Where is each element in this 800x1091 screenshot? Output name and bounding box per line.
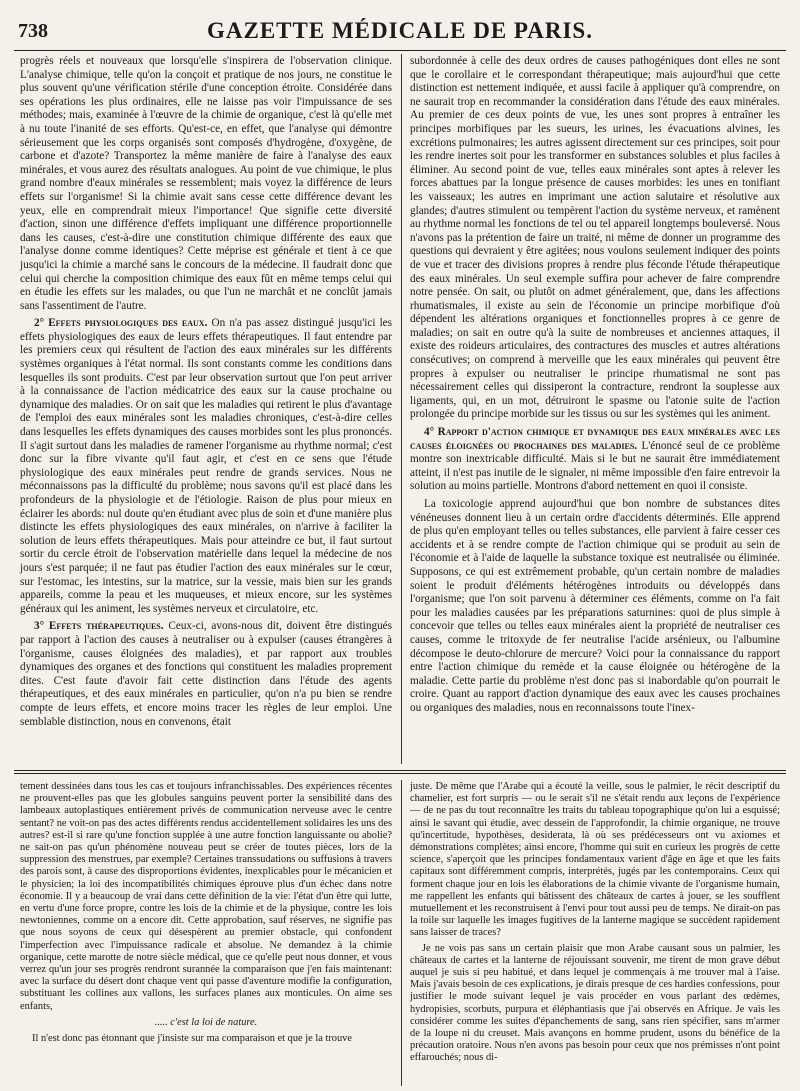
section-heading: 3° Effets thérapeutiques. <box>34 620 164 633</box>
paragraph: progrès réels et nouveaux que lorsqu'elle s'inspirera de l'observation clinique. L'analyse chimique, telle qu'on la conçoit et pratique de nos jours, ne constitue le plus souvent qu'une vérification stérile d'une conception étroite. Considérée dans ses opérations les plus ordinaires, elle ne laisse pas voir l'impuissance de ses méthodes; mais, examinée à l'œuvre de la chimie de organique, c'est là qu'elle met à nu toute l'inanité de ses efforts. Qu'est-ce, en effet, que l'analyse qui démontre sérieusement que les corps organisés sont composés d'hydrogène, d'oxygène, de carbone et d'azote? Transportez la même manière de faire à l'analyse des eaux minérales, et vous aurez des résultats analogues. Au point de vue chimique, le plus grand nombre d'eaux minérales se ressemblent; mais voyez la différence de leurs effets sur l'organisme! Si la chimie avait sans cesse cette différence devant les yeux, elle en comprendrait mieux l'importance! Que signifie cette diversité d'action, sinon une différence d'effets impliquant une différence proportionnelle dans les causes, c'est-à-dire une constitution chimique différente des eaux que l'analyse donne comme identiques? Cette méprise est générale et tient à ce que jusqu'ici la chimie a marché sans le concours de la médecine. Il faudrait donc que celui qui cherche la composition chimique des eaux fût en même temps celui qui en étudie les effets sur les malades, ou que l'un ne marchât et ne conclût jamais sans l'assentiment de l'autre. <box>20 55 392 312</box>
paragraph: Je ne vois pas sans un certain plaisir que mon Arabe causant sous un palmier, les châteaux de cartes et la lanterne de réjouissant souvenir, me tirent de mon grave début auquel je suis si peu habitué, et dans lequel je commençais à me trouver mal à l'aise. Mais j'avais besoin de ces explications, je dirais presque de ces hardies confessions, pour justifier le mode suivant lequel je vais procéder en vous parlant des œdèmes, hydropisies, scorbuts, purpura et éléphantiasis que j'ai observés en Afrique. Je vais les considérer comme les suites d'épanchements de sang, sans rien spécifier, sans m'armer de la loupe ni du creuset. Mais avançons en homme prudent, usons du bénéfice de la précaution oratoire. Nous n'en avons pas besoin pour ceux que nos prémisses n'ont point effarouchés; nous di- <box>410 942 780 1064</box>
paragraph: juste. De même que l'Arabe qui a écouté la veille, sous le palmier, le récit descriptif du chamelier, est fort surpris — ou le serait s'il ne s'était rendu aux leçons de l'expérience — de ne pas du tout reconnaître les traits du tableau topographique qu'on lui a esquissé; ainsi le savant qui étudie, avec dessein de l'approfondir, la chimie organique, ne trouve qu'incertitude, hypothèses, desiderata, là où ses prédécesseurs ont vu axiomes et démonstrations complètes; ainsi encore, l'homme qui suit en curieux les progrès de cette science, s'aperçoit que les principes fondamentaux varient d'âge en âge et que les faits capitaux sont différemment compris, interprétés, jugés par les contemporains. Ceux qui forment chaque jour en lois les élaborations de la chimie vivante de l'organisme humain, me rappellent les enfants qui bâtissent des châteaux de cartes à jouer, se les soufflent mutuellement et les reconstruisent à l'envi pour tout aussi peu de temps. Ne dirait-on pas la toile sur laquelle les images fugitives de la lanterne magique se succèdent rapidement sans laisser de traces? <box>410 781 780 939</box>
feuilleton-divider <box>401 780 402 1086</box>
header-rule <box>14 50 786 51</box>
section-heading: 2° Effets physiologiques des eaux. <box>34 317 208 330</box>
section-3-paragraph <box>20 620 392 729</box>
section-4-paragraph <box>410 426 780 494</box>
verse-quote: ..... c'est la loi de nature. <box>154 1016 258 1028</box>
journal-title: GAZETTE MÉDICALE DE PARIS. <box>207 18 593 43</box>
column-divider <box>401 54 402 764</box>
section-heading: 4° Rapport d'action chimique et dynamique des eaux minérales avec les causes éloignées ou prochaines des maladies. <box>410 426 780 452</box>
left-column <box>20 55 392 733</box>
feuilleton-rule-bottom <box>14 773 786 774</box>
feuilleton-right-column <box>410 781 780 1068</box>
section-text: L'énoncé seul de ce problème montre son inextricable difficulté. Mais si le but ne saurait être immédiatement atteint, il n'est pas inutile de le signaler, ni même impossible d'en faire entrevoir la solution au moins partielle. Montrons d'abord nettement en quoi il consiste. <box>410 439 780 493</box>
right-column <box>410 55 780 720</box>
paragraph: tement dessinées dans tous les cas et toujours infranchissables. Des expériences récentes ne prouvent-elles pas que les globules sanguins peuvent porter la sensibilité dans des lambeaux autoplastiques entièrement privés de communication nerveuse avec le centre sentant? ne voit-on pas des actes différents rendus accidentellement solidaires les uns des autres? est-il si rare qu'une fonction supplée à une autre fonction languissante ou abolie? ne sait-on pas qu'un phénomène nouveau peut se créer de toutes pièces, lors de la suppression des menstrues, par exemple? Certaines transsudations ou suffusions à travers des parois sont, à cause des disproportions évidentes, inexplicables pour le mécanicien et le physicien; la loi des incompatibilités chimiques éprouve plus d'un échec dans notre économie. Il y a beaucoup de vrai dans cette définition de la vie: l'état d'un être qui lutte, en vertu d'une force propre, contre les lois de la chimie et de la physique, contre les lois newtoniennes, comme on a encore dit. Cette approbation, sauf réserves, ne signifie pas que nous soyons de ceux qui désespèrent au premier obstacle, qui confondent l'imperfection avec l'impuissance radicale et absolue. Ne demandez à la chimie organique, cette marotte de notre siècle médical, que ce qu'elle peut nous donner, et vous verrez qu'un jour ses progrès rendront surannée la comparaison que j'en fais maintenant: avec la surface du désert dont chaque vent qui passe d'aventure modifie la configuration, substituant les collines aux vallons, les surfaces planes aux monticules. On aime ses enfants, <box>20 781 392 1012</box>
paragraph: La toxicologie apprend aujourd'hui que bon nombre de substances dites vénéneuses donnent lieu à un certain ordre d'accidents déterminés. Elle apprend de plus qu'en employant telles ou telles substances, elle parvient à faire cesser ces accidents et à se rendre compte de l'action chimique qui se produit au sein de l'économie et à l'aide de laquelle la substance toxique est neutralisée ou éliminée. Supposons, ce qui est extrêmement probable, qu'un certain nombre de maladies soient le produit d'éléments hétérogènes introduits ou développés dans l'organisme; que l'on soit parvenu à déterminer ces éléments, comme on l'a fait pour les maladies causées par les préparations saturnines: quoi de plus simple à concevoir que telles ou telles eaux minérales aient la propriété de neutraliser ces causes, comme le tritoxyde de fer neutralise l'acide arsénieux, ou l'albumine décompose le deuto-chlorure de mercure? Voici pour la connaissance du rapport entre l'action chimique du remède et la cause éloignée ou hétérogène de la maladie. Cette partie du problème n'est donc pas si inabordable qu'on pourrait le croire. Quant au rapport d'action dynamique des eaux avec les causes prochaines ou organiques des maladies, nous en reconnaissons toute l'inex- <box>410 498 780 714</box>
paragraph: Il n'est donc pas étonnant que j'insiste sur ma comparaison et que je la trouve <box>32 1033 352 1045</box>
feuilleton-rule-top <box>14 770 786 771</box>
page-header <box>18 14 782 48</box>
page-number: 738 <box>18 20 48 42</box>
section-2-paragraph <box>20 317 392 616</box>
paragraph: subordonnée à celle des deux ordres de causes pathogéniques dont elles ne sont que le corollaire et le correspondant thérapeutique; mais aujourd'hui que cette distinction est nettement indiquée, et aussi facile à appliquer qu'à comprendre, on ne saurait trop en recommander la considération dans l'étude des eaux minérales. Au premier de ces deux points de vue, les unes sont propres à entraîner les principes morbifiques par les sueurs, les urines, les évacuations alvines, les excrétions pulmonaires; les autres agissent directement sur ces principes, soit pour les rendre inertes soit pour les transformer en substances solubles et plus faciles à éliminer. Au second point de vue, telles eaux minérales sont aptes à relever les forces abattues par la longue présence de causes morbides: les unes en tonifiant les vaisseaux; les autres en imprimant une action salutaire et résolutive aux glandes; d'autres stimulent ou tempèrent l'action du système nerveux, et ramènent au rhythme normal les fonctions de tel ou tel appareil longtemps bouleversé. Nous n'avons pas la prétention de faire un traité, ni même de donner un programme des questions qui devraient y être agitées; nous voulons seulement indiquer des points de vue et tracer des divisions propres à rendre plus féconde l'étude thérapeutique des eaux minérales. Un seul exemple suffira pour achever de faire comprendre notre pensée. On sait, ou plutôt on admet généralement, que, dans les affections rhumatismales, il existe au sein de l'économie un principe morbifique d'où dépendent les altérations organiques et fonctionnelles propres à ce genre de maladies; on sait en outre qu'à la suite de nombreuses et anciennes attaques, il existe des roideurs articulaires, des contractures des muscles et autres altérations consécutives; on comprend à merveille que les eaux minérales qui peuvent être propres à expulser ou neutraliser le principe rhumatismal ne sont pas nécessairement celles qui dissiperont la contracture, rendront la souplesse aux ligaments, qui, en un mot, détruiront le spasme ou l'atonie suite de l'action prolongée du principe morbide sur les tissus ou sur les systèmes qui les animent. <box>410 55 780 421</box>
section-text: On n'a pas assez distingué jusqu'ici les effets physiologiques des eaux de leurs effets thérapeutiques. Il faut entendre par les premiers ceux qui résultent de l'action des eaux minérales sur les différents systèmes organiques à l'état normal. Ils sont constants comme les conditions dans lesquelles ils sont produits. C'est par leur observation surtout que l'on peut arriver à la connaissance de l'action médicatrice des eaux sur la cause prochaine ou dynamique des maladies. Or on sait que les maladies qui retirent le plus d'avantage de l'emploi des eaux minérales sont les maladies chroniques, c'est-à-dire celles dans lesquelles les effets dynamiques des causes morbides sont les plus prononcés. Il s'agit surtout dans les maladies de ramener l'organisme au rhythme normal; c'est donc sur la fibre vivante qu'il faut agir, et c'est en ce sens que l'étude physiologique des eaux minérales peut rendre de grands services. Nous ne méconnaissons pas la difficulté du problème; nous savons qu'il est placé dans les profondeurs de la physiologie et de l'étiologie. Raison de plus pour mieux en éclairer les abords: nul doute qu'en étudiant avec plus de soin et d'une manière plus distincte les effets physiologiques des eaux minérales, on n'arrive à faciliter la solution de leurs effets thérapeutiques. Mais pour atteindre ce but, il faut surtout sortir du cercle étroit de l'observation matérielle dans lequel la médecine de nos jours s'est parquée; il ne faut pas étudier l'action des eaux minérales sur le cœur, sur l'estomac, les intestins, sur la matrice, sur la vessie, mais bien sur les grands appareils, comme la peau et les muqueuses, et mieux encore, sur les systèmes généraux qui les animent, les systèmes nerveux et circulatoire, etc. <box>20 317 393 615</box>
feuilleton-left-column <box>20 781 392 1048</box>
section-text: Ceux-ci, avons-nous dit, doivent être distingués par rapport à l'action des causes à neutraliser ou à expulser (causes étrangères à l'organisme, causes éloignées des maladies), et par rapport aux troubles dynamiques des organes et des fonctions qui constituent les maladies proprement dites. C'est faute d'avoir fait cette distinction dans l'étude des agents thérapeutiques, et des eaux minérales en particulier, qu'on n'a pu bien se rendre compte de leurs effets, et encore moins tracer les règles de leur emploi. Une semblable distinction, nous en convenons, était <box>20 620 392 728</box>
